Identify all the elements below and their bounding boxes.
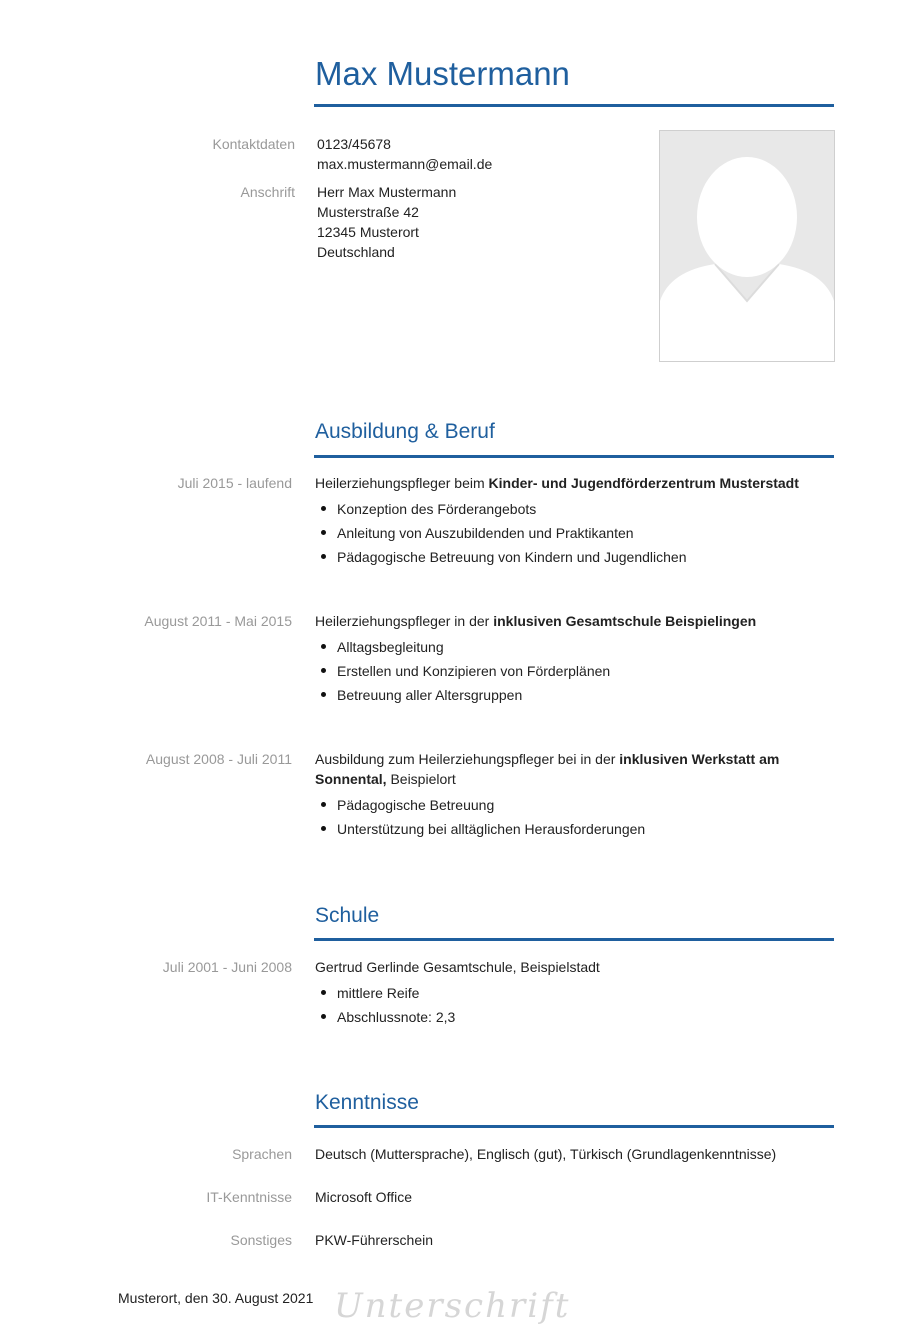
section-divider bbox=[314, 455, 834, 458]
skill-label: Sonstiges bbox=[230, 1232, 292, 1248]
list-item: Anleitung von Auszubildenden und Praktikanten bbox=[315, 521, 835, 545]
entry-title: Heilerziehungspfleger in der inklusiven Gesamtschule Beispielingen bbox=[315, 613, 757, 629]
entry-bullets bbox=[315, 793, 805, 841]
header-divider bbox=[314, 104, 834, 107]
section-title-ausbildung: Ausbildung & Beruf bbox=[315, 420, 495, 443]
list-item: Erstellen und Konzipieren von Förderplänen bbox=[315, 659, 835, 683]
person-placeholder-icon bbox=[660, 131, 834, 361]
career-entry bbox=[315, 611, 835, 707]
skill-label: Sprachen bbox=[232, 1146, 292, 1162]
entry-bullets bbox=[315, 635, 835, 707]
list-item: mittlere Reife bbox=[315, 981, 835, 1005]
entry-date: Juli 2001 - Juni 2008 bbox=[162, 959, 292, 975]
skill-value: Microsoft Office bbox=[315, 1189, 412, 1205]
list-item: Alltagsbegleitung bbox=[315, 635, 835, 659]
section-divider bbox=[314, 1125, 834, 1128]
address-line: Herr Max Mustermann bbox=[317, 184, 457, 200]
profile-photo bbox=[659, 130, 835, 362]
list-item: Pädagogische Betreuung von Kindern und Jugendlichen bbox=[315, 545, 835, 569]
address-line: Deutschland bbox=[317, 244, 395, 260]
skill-value: PKW-Führerschein bbox=[315, 1232, 434, 1248]
contact-label: Kontaktdaten bbox=[212, 136, 295, 152]
entry-date: August 2008 - Juli 2011 bbox=[145, 751, 292, 767]
place-date: Musterort, den 30. August 2021 bbox=[118, 1290, 314, 1306]
list-item: Betreuung aller Altersgruppen bbox=[315, 683, 835, 707]
skill-value: Deutsch (Muttersprache), Englisch (gut), Türkisch (Grundlagenkenntnisse) bbox=[315, 1146, 777, 1162]
signature: Unterschrift bbox=[334, 1286, 571, 1326]
list-item: Abschlussnote: 2,3 bbox=[315, 1005, 835, 1029]
list-item: Pädagogische Betreuung bbox=[315, 793, 805, 817]
skill-label: IT-Kenntnisse bbox=[206, 1189, 292, 1205]
entry-bullets bbox=[315, 497, 835, 569]
entry-title: Gertrud Gerlinde Gesamtschule, Beispielstadt bbox=[315, 959, 600, 975]
address-block bbox=[317, 182, 456, 262]
entry-title: Heilerziehungspfleger beim Kinder- und Jugendförderzentrum Musterstadt bbox=[315, 475, 799, 491]
entry-date: August 2011 - Mai 2015 bbox=[144, 613, 292, 629]
section-divider bbox=[314, 938, 834, 941]
career-entry bbox=[315, 749, 805, 841]
address-line: Musterstraße 42 bbox=[317, 204, 419, 220]
section-title-schule: Schule bbox=[315, 904, 380, 927]
phone-number: 0123/45678 bbox=[317, 136, 391, 152]
list-item: Konzeption des Förderangebots bbox=[315, 497, 835, 521]
address-line: 12345 Musterort bbox=[317, 224, 419, 240]
section-title-kenntnisse: Kenntnisse bbox=[315, 1091, 419, 1114]
entry-bullets bbox=[315, 981, 835, 1029]
entry-title: Ausbildung zum Heilerziehungspfleger bei in der inklusiven Werkstatt am Sonnental, Beispielort bbox=[315, 751, 780, 787]
career-entry bbox=[315, 473, 835, 569]
email-address: max.mustermann@email.de bbox=[317, 156, 493, 172]
school-entry bbox=[315, 957, 835, 1029]
entry-date: Juli 2015 - laufend bbox=[177, 475, 292, 491]
address-label: Anschrift bbox=[240, 184, 295, 200]
list-item: Unterstützung bei alltäglichen Herausforderungen bbox=[315, 817, 805, 841]
cv-name: Max Mustermann bbox=[315, 55, 570, 92]
